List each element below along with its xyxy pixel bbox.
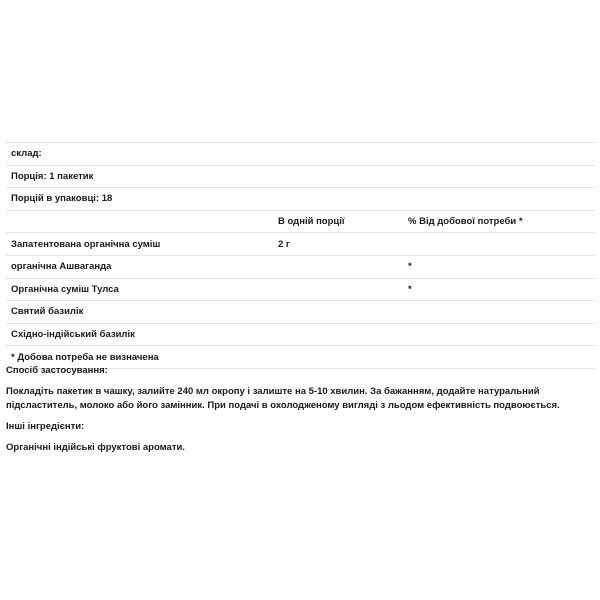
ingredient-amount (273, 301, 403, 324)
table-row (6, 255, 595, 278)
table-header-row (6, 210, 595, 233)
other-ingredients-title: Інші інгредієнти: (6, 421, 85, 432)
ingredient-amount (273, 323, 403, 346)
other-ingredients-text: Органічні індійські фруктові аромати. (6, 442, 185, 453)
ingredient-dv: * (403, 278, 595, 301)
ingredient-dv (403, 301, 595, 324)
servings-per-pack: Порцій в упаковці: 18 (6, 188, 595, 211)
ingredient-dv (403, 323, 595, 346)
ingredient-amount (273, 278, 403, 301)
ingredient-name: Запатентована органічна суміш (6, 233, 273, 256)
ingredient-name: Органічна суміш Тулса (6, 278, 273, 301)
table-row (6, 278, 595, 301)
ingredient-amount (273, 255, 403, 278)
table-row (6, 301, 595, 324)
header-empty-cell (6, 210, 273, 233)
table-row (6, 323, 595, 346)
table-row (6, 143, 595, 166)
usage-text: Покладіть пакетик в чашку, залийте 240 мл окропу і залиште на 5-10 хвилин. За бажанням, додайте натуральний підсластитель, молоко або його замінник. При подачі в охолодженому вигляді з льодом ефективність подвоюється. (6, 386, 560, 411)
serving-size: Порція: 1 пакетик (6, 165, 595, 188)
ingredient-name: Святий базилік (6, 301, 273, 324)
header-per-serving: В одній порції (273, 210, 403, 233)
ingredient-dv (403, 233, 595, 256)
ingredient-name: Східно-індійський базилік (6, 323, 273, 346)
usage-title: Спосіб застосування: (6, 365, 108, 376)
daily-value-footnote: * Добова потреба не визначена (6, 346, 595, 369)
header-daily-value: % Від добової потреби * (403, 210, 595, 233)
table-row (6, 188, 595, 211)
supplement-facts-table (6, 142, 595, 369)
table-row (6, 233, 595, 256)
ingredient-amount: 2 г (273, 233, 403, 256)
ingredient-dv: * (403, 255, 595, 278)
table-row (6, 165, 595, 188)
ingredient-name: органічна Ашваганда (6, 255, 273, 278)
composition-label: склад: (6, 143, 595, 166)
